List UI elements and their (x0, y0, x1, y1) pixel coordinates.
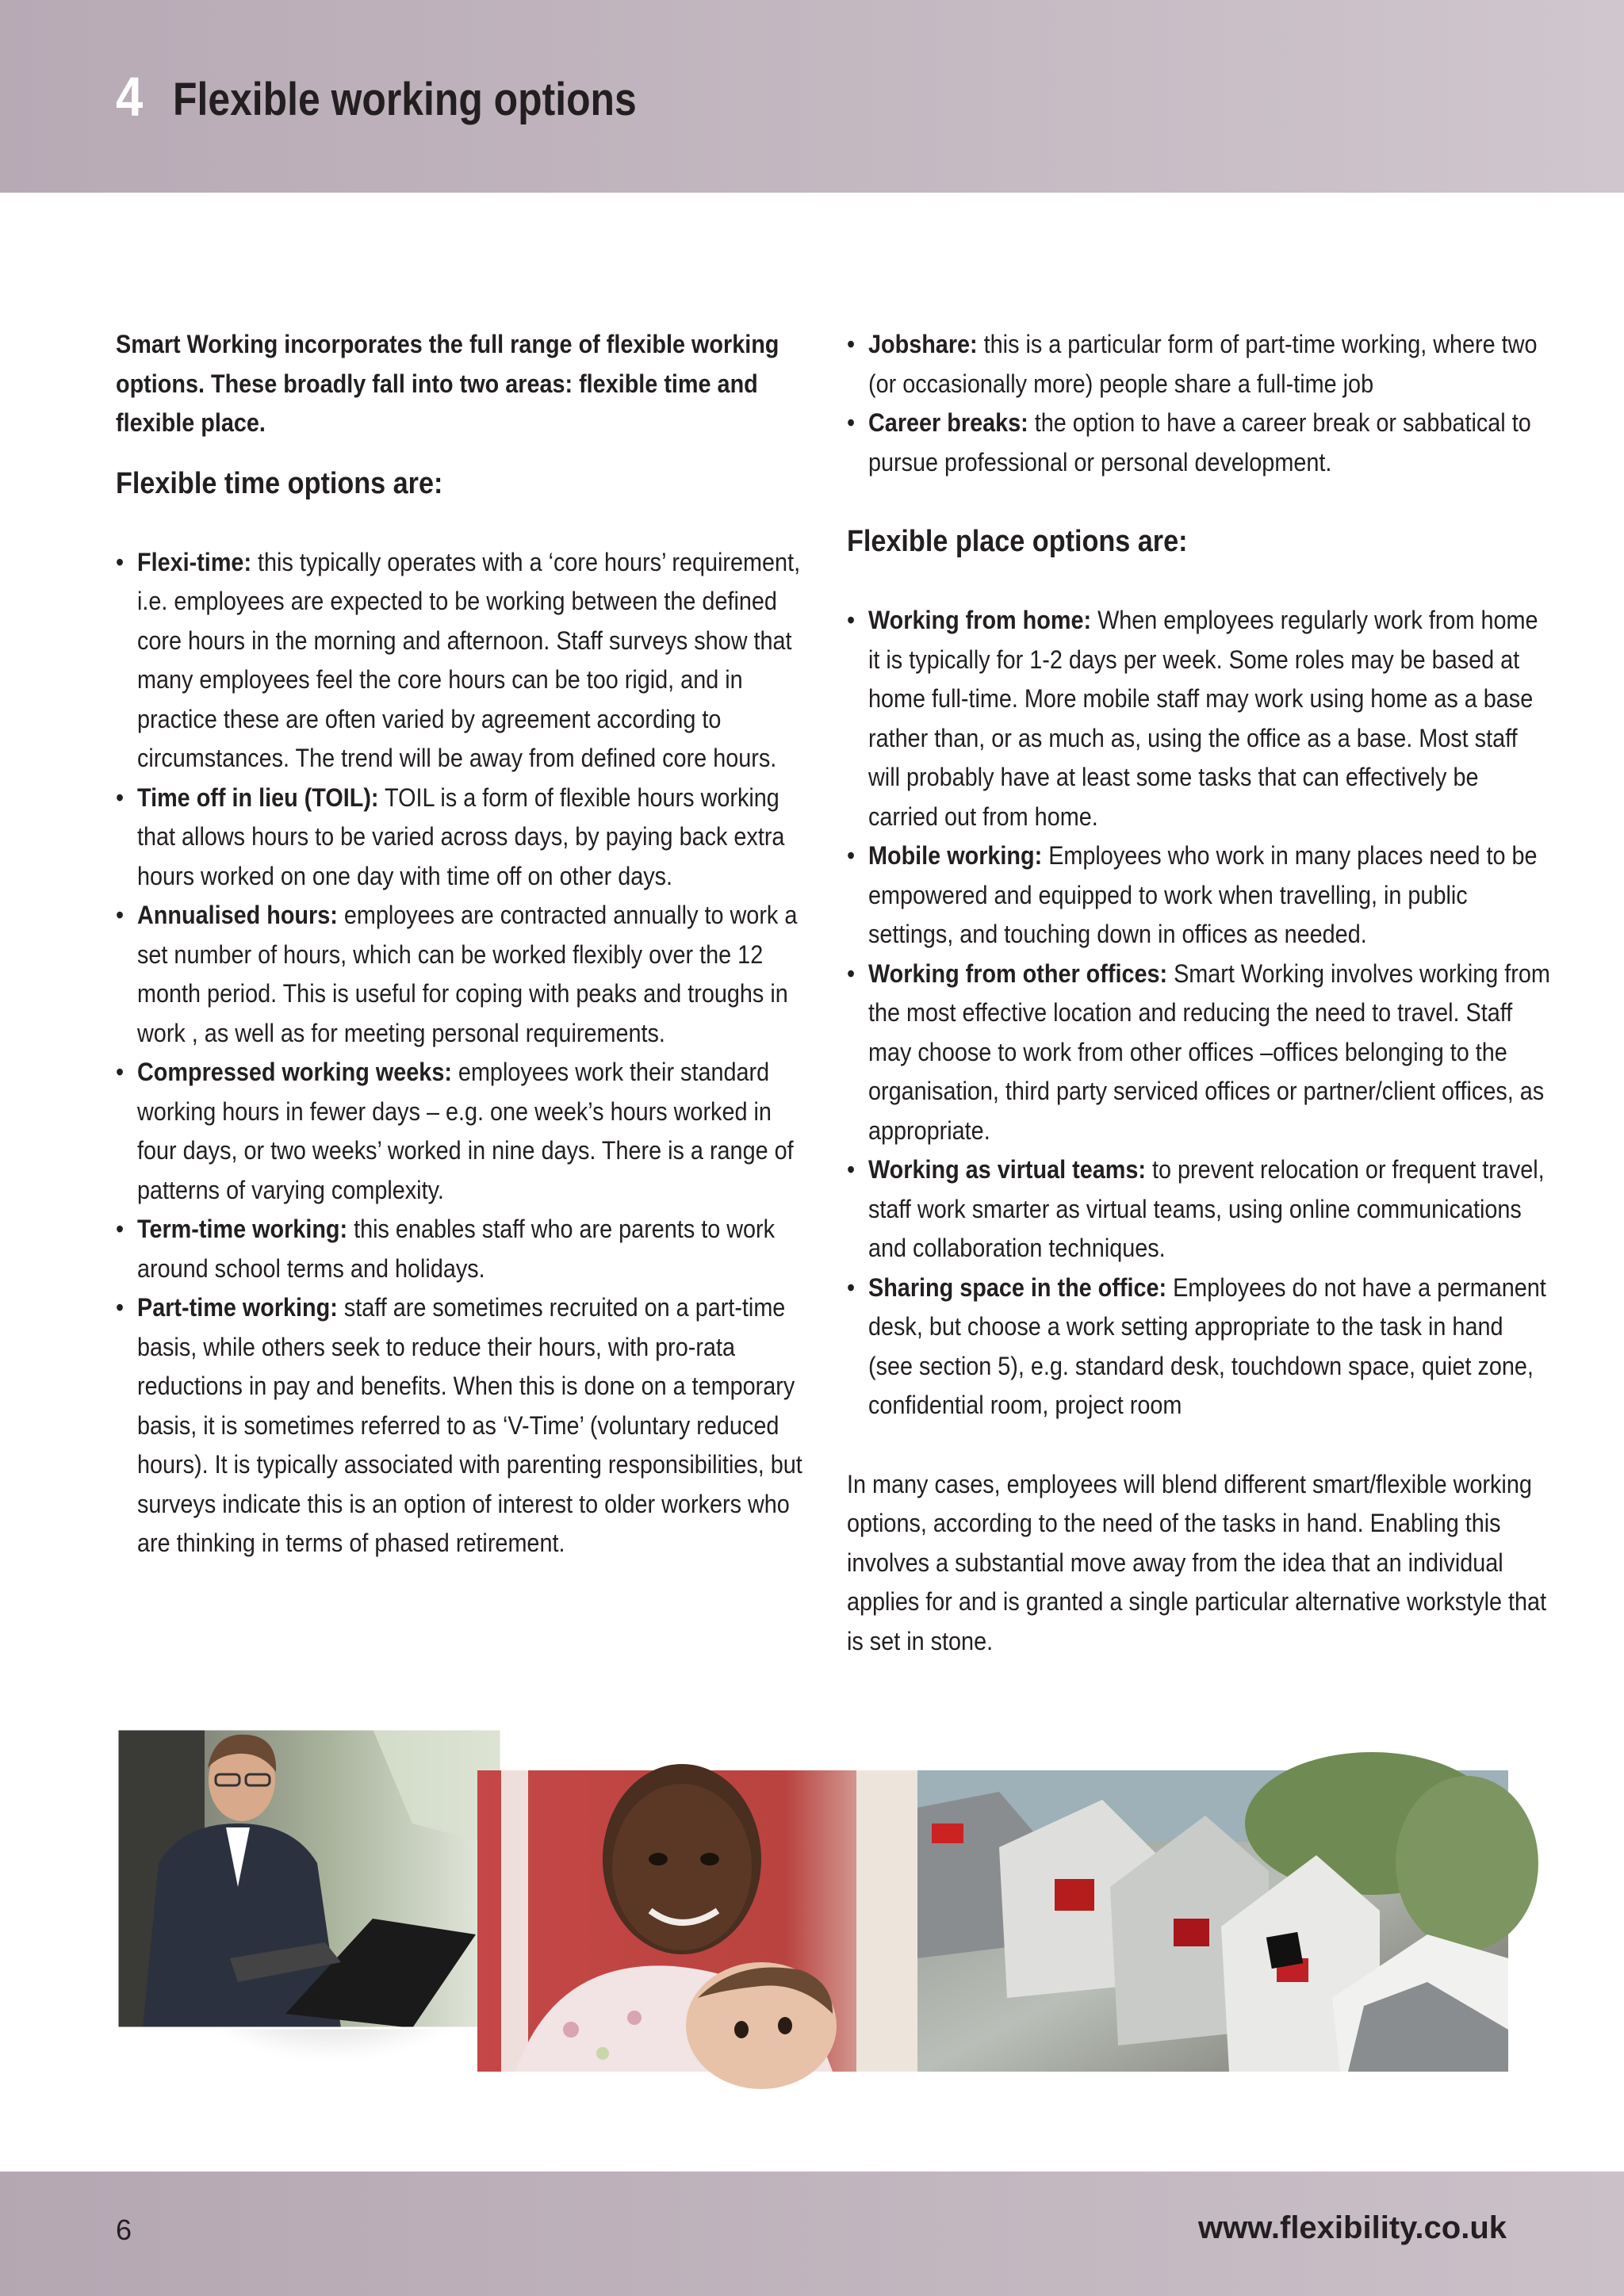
list-item (116, 1210, 813, 1288)
list-item (847, 955, 1552, 1151)
list-item-term: Sharing space in the office: (868, 1272, 1167, 1302)
list-item (116, 1053, 813, 1210)
list-item-term: Mobile working: (868, 841, 1043, 870)
list-item (847, 325, 1552, 404)
photo-father-baby (477, 1764, 917, 2089)
list-item (847, 1269, 1552, 1425)
flexible-place-heading: Flexible place options are: (847, 525, 1188, 558)
list-item-term: Flexi-time: (137, 547, 252, 576)
website-url[interactable]: www.flexibility.co.uk (1198, 2210, 1507, 2245)
list-item-text: employees work their standard working hours in fewer days – e.g. one week’s hours worked in four days, or two weeks’ worked in nine days. There is a range of patterns of varying complexity. (137, 1058, 794, 1204)
list-item-term: Working from home: (868, 606, 1092, 634)
list-item-text: staff are sometimes recruited on a part-time basis, while others seek to reduce their hours, with pro-rata reductions in pay and benefits. When this is done on a temporary basis, it is sometimes referred to as ‘V-Time’ (voluntary reduced hours). It is typically associated with parenting responsibilities, but surveys indicate this is an option of interest to older workers who are thinking in terms of phased retirement. (137, 1293, 802, 1557)
list-item-text: Employees who work in many places need to be empowered and equipped to work when travelling, in public settings, and touching down in offices as needed. (868, 841, 1538, 948)
left-column (116, 325, 814, 1563)
section-number: 4 (116, 66, 143, 128)
flexible-place-list (847, 601, 1552, 1425)
list-item-text: this typically operates with a ‘core hours’ requirement, i.e. employees are expected to be working between the defined core hours in the morning and afternoon. Staff surveys show that many employees feel the core hours can be too rigid, and in practice these are often varied by agreement according to circumstances. The trend will be away from defined core hours. (137, 547, 801, 772)
list-item (847, 404, 1552, 482)
list-item-text: Employees do not have a permanent desk, but choose a work setting appropriate to the task in hand (see section 5), e.g. standard desk, touchdown space, quiet zone, confidential room, project room (868, 1272, 1546, 1419)
flexible-time-list (116, 543, 813, 1563)
list-item-text: employees are contracted annually to work a set number of hours, which can be worked flexibly over the 12 month period. This is useful for coping with peaks and troughs in work , as well as for meeting personal requirements. (137, 901, 798, 1047)
page-number: 6 (116, 2214, 132, 2246)
list-item-text: TOIL is a form of flexible hours working that allows hours to be varied across days, by paying back extra hours worked on one day with time off on other days. (137, 783, 785, 890)
list-item-term: Career breaks: (868, 408, 1028, 437)
closing-paragraph: In many cases, employees will blend different smart/flexible working options, according to the need of the tasks in hand. Enabling this involves a substantial move away from the idea that an individual applies for and is granted a single particular alternative workstyle that is set in stone. (847, 1469, 1547, 1655)
list-item (116, 779, 813, 897)
list-item (116, 896, 813, 1053)
flexible-time-list-continued (847, 325, 1552, 482)
list-item-term: Part-time working: (137, 1293, 338, 1322)
list-item (847, 836, 1552, 955)
list-item (847, 1150, 1552, 1269)
list-item-term: Compressed working weeks: (137, 1058, 452, 1086)
list-item-term: Working as virtual teams: (868, 1155, 1146, 1184)
page-title: Flexible working options (173, 74, 637, 125)
list-item-term: Working from other offices: (868, 959, 1168, 988)
list-item-term: Term-time working: (137, 1215, 348, 1243)
list-item-text: to prevent relocation or frequent travel, staff work smarter as virtual teams, using online communications and collaboration techniques. (868, 1155, 1545, 1262)
list-item-text: this enables staff who are parents to work around school terms and holidays. (137, 1215, 776, 1283)
list-item-text: the option to have a career break or sabbatical to pursue professional or personal development. (868, 408, 1531, 476)
list-item-term: Annualised hours: (137, 901, 338, 929)
flexible-time-heading: Flexible time options are: (116, 466, 443, 500)
list-item (116, 1288, 813, 1563)
photo-shadow (133, 1740, 530, 2061)
intro-paragraph: Smart Working incorporates the full range of flexible working options. These broadly fall into two areas: flexible time and flexible place. (116, 330, 779, 437)
photo-traffic-jam (917, 1752, 1538, 2072)
list-item-term: Jobshare: (868, 330, 978, 358)
list-item-text: Smart Working involves working from the most effective location and reducing the need to travel. Staff may choose to work from other offices –offices belonging to the organisation, third party serviced offices or partner/client offices, as appropriate. (868, 959, 1550, 1145)
list-item-text: When employees regularly work from home it is typically for 1-2 days per week. Some roles may be based at home full-time. More mobile staff may work using home as a base rather than, or as much as, using the office as a base. Most staff will probably have at least some tasks that can effectively be carried out from home. (868, 606, 1538, 831)
list-item-term: Time off in lieu (TOIL): (137, 783, 379, 812)
list-item (847, 601, 1552, 836)
right-column (847, 325, 1553, 1661)
list-item-text: this is a particular form of part-time working, where two (or occasionally more) people share a full-time job (868, 330, 1538, 398)
list-item (116, 543, 813, 779)
